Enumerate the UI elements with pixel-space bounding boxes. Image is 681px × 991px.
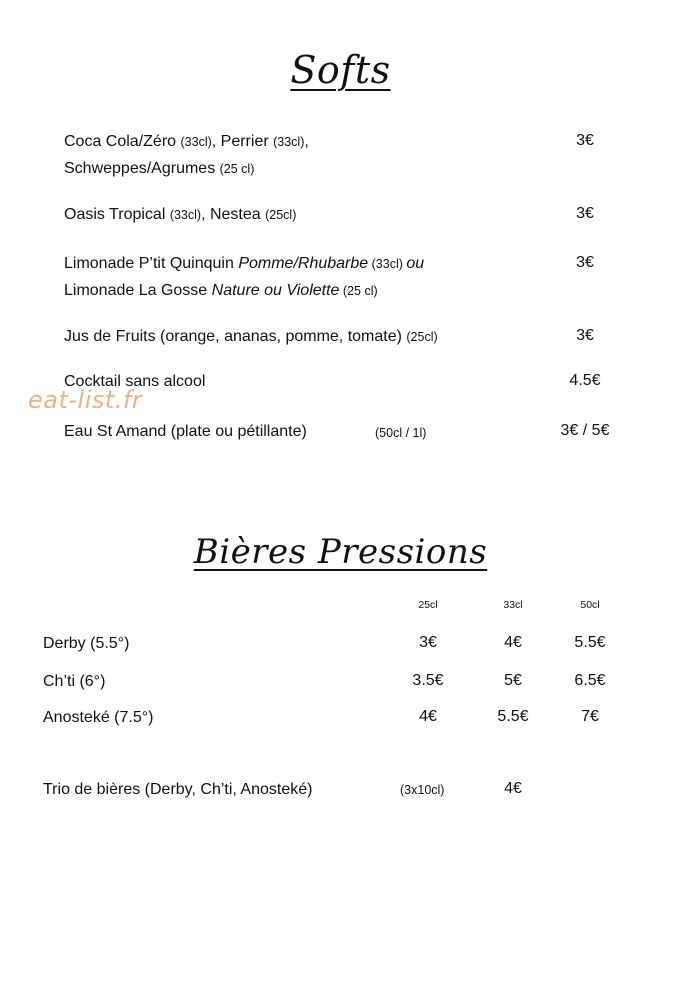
menu-item-coca: [64, 132, 309, 179]
item-size: (33cl): [169, 208, 202, 222]
item-size: (25 cl): [339, 284, 378, 298]
menu-item-limonade: [64, 254, 424, 301]
size-header-33cl: 33cl: [503, 599, 523, 611]
price-limonade: 3€: [576, 254, 594, 271]
item-size: (25cl): [406, 330, 438, 344]
item-conjunction: ou: [406, 255, 425, 272]
beer-name-derby: Derby (5.5°): [43, 635, 130, 652]
beer-name-chti: Ch’ti (6°): [43, 673, 106, 690]
trio-price: 4€: [504, 780, 522, 797]
trio-size: (3x10cl): [400, 783, 445, 797]
item-text: , Nestea: [201, 206, 266, 223]
menu-item-oasis: [64, 205, 296, 225]
size-header-50cl: 50cl: [580, 599, 600, 611]
price-coca: 3€: [576, 132, 594, 149]
item-size: (33cl): [180, 135, 212, 149]
beer-price: 3€: [419, 634, 437, 651]
menu-item-eau: Eau St Amand (plate ou pétillante): [64, 423, 307, 440]
menu-item-jus: [64, 327, 438, 347]
beer-price: 5€: [504, 672, 522, 689]
item-size: (33cl): [368, 257, 407, 271]
item-size: (33cl): [273, 135, 305, 149]
item-text: Coca Cola/Zéro: [64, 133, 181, 150]
item-text: Jus de Fruits (orange, ananas, pomme, tomate): [64, 328, 407, 345]
beer-price: 3.5€: [412, 672, 444, 689]
beer-price: 5.5€: [497, 708, 529, 725]
item-text: ,: [304, 133, 309, 150]
bieres-title: Bières Pressions: [193, 532, 488, 572]
item-text: , Perrier: [211, 133, 274, 150]
menu-item-cocktail: Cocktail sans alcool: [64, 373, 206, 390]
size-header-25cl: 25cl: [418, 599, 438, 611]
item-text: Limonade La Gosse: [64, 282, 212, 299]
beer-price: 7€: [581, 708, 599, 725]
beer-name-trio: Trio de bières (Derby, Ch’ti, Anosteké): [43, 781, 313, 798]
price-cocktail: 4.5€: [569, 372, 601, 389]
beer-price: 6.5€: [574, 672, 606, 689]
beer-name-anosteke: Anosteké (7.5°): [43, 709, 154, 726]
item-text: Limonade P’tit Quinquin: [64, 255, 239, 272]
item-size: (25 cl): [219, 162, 255, 176]
item-flavour: Pomme/Rhubarbe: [238, 255, 369, 272]
item-size: (25cl): [265, 208, 297, 222]
price-eau: 3€ / 5€: [560, 422, 610, 439]
item-flavour: Nature ou Violette: [211, 282, 340, 299]
item-text: Schweppes/Agrumes: [64, 160, 220, 177]
beer-price: 4€: [504, 634, 522, 651]
price-jus: 3€: [576, 327, 594, 344]
watermark: eat-list.fr: [28, 386, 143, 414]
price-oasis: 3€: [576, 205, 594, 222]
beer-price: 5.5€: [574, 634, 606, 651]
item-text: Oasis Tropical: [64, 206, 170, 223]
item-size-eau: (50cl / 1l): [375, 426, 427, 440]
softs-title: Softs: [290, 48, 391, 92]
beer-price: 4€: [419, 708, 437, 725]
